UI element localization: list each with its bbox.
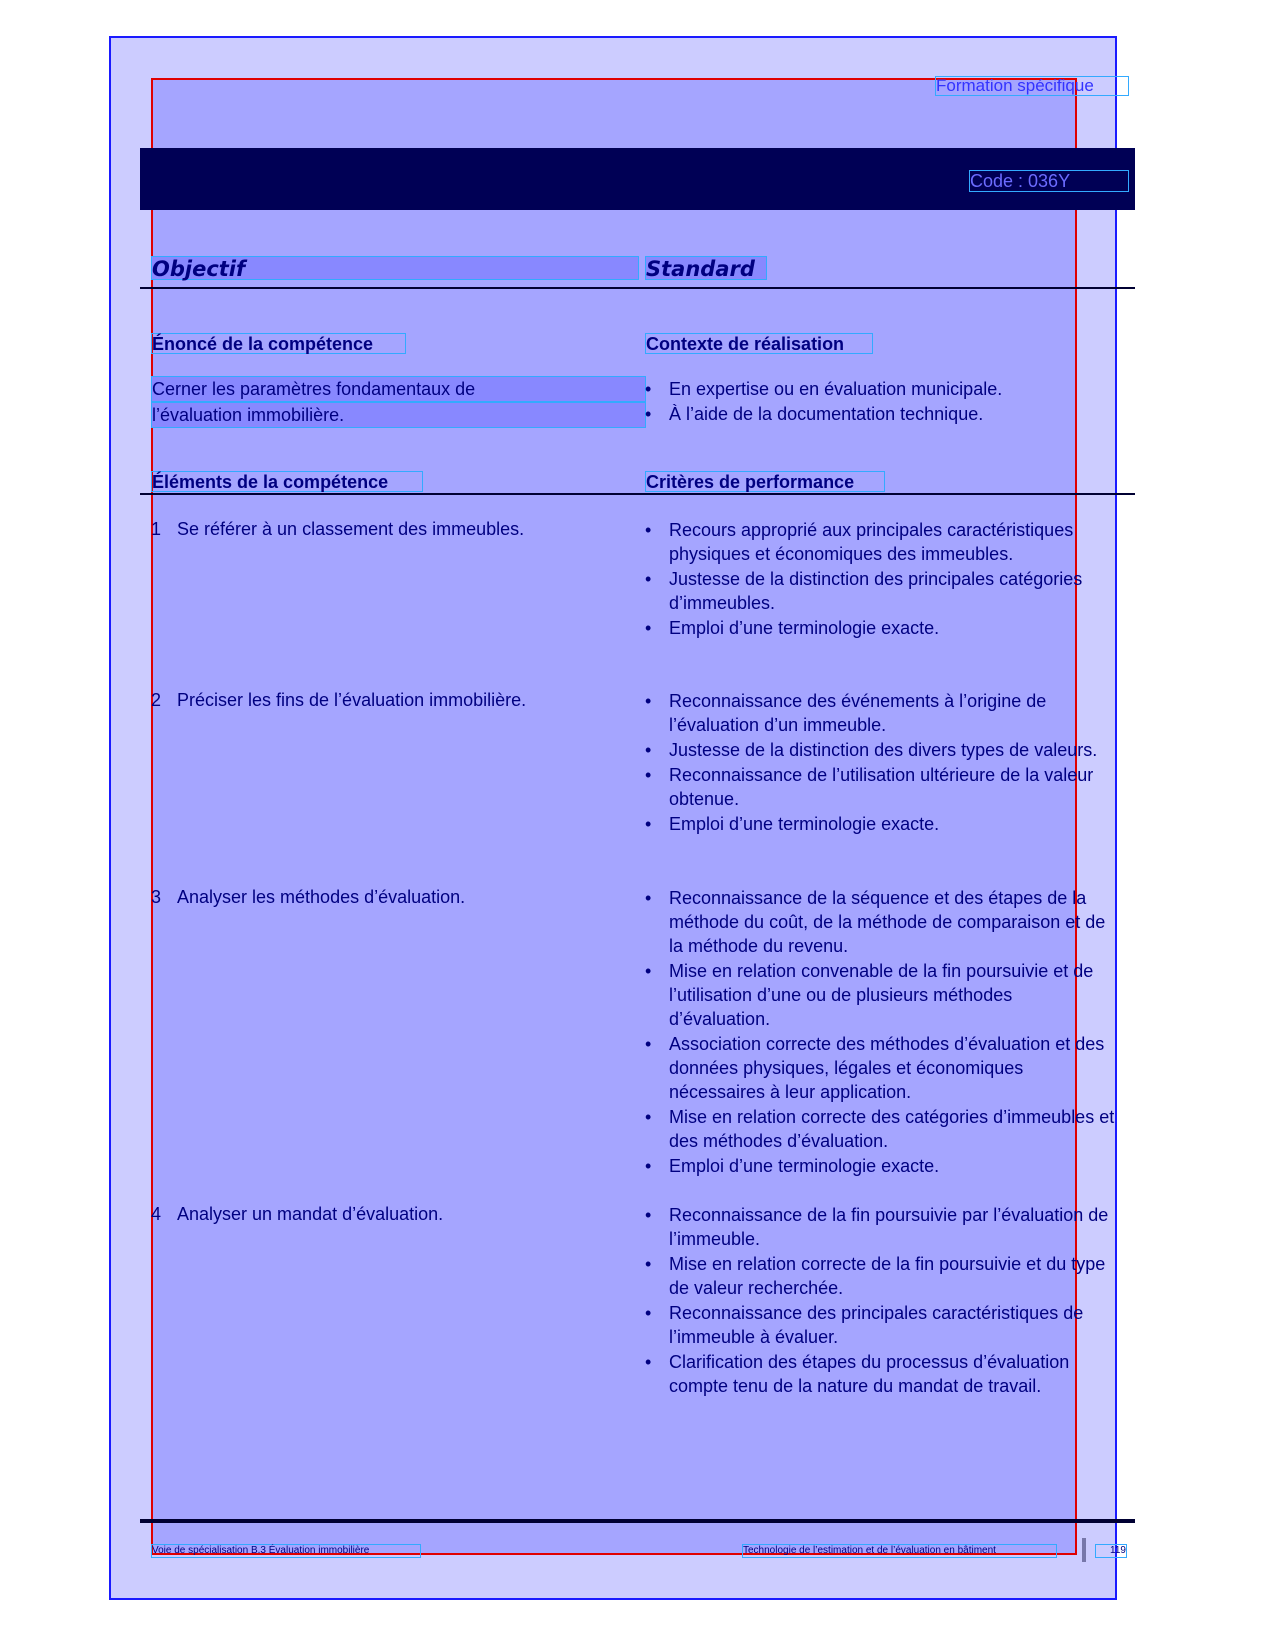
- element-number: 1: [151, 519, 162, 539]
- element-item: [151, 1203, 646, 1225]
- element-number: 3: [151, 887, 162, 907]
- list-item: • Emploi d’une terminologie exacte.: [645, 618, 940, 638]
- competence-statement: [151, 376, 646, 428]
- elements-heading: Éléments de la compétence: [151, 471, 423, 492]
- bullet: •: [645, 765, 652, 785]
- footer-divider: [140, 1519, 1135, 1523]
- element-text: Se référer à un classement des immeubles.: [177, 519, 525, 539]
- standard-column-title: Standard: [645, 256, 767, 280]
- footer-left: Voie de spécialisation B.3 Évaluation immobilière: [151, 1544, 421, 1558]
- element-text: Analyser les méthodes d’évaluation.: [177, 887, 466, 907]
- list-item: • Reconnaissance de la séquence et des étapes de la méthode du coût, de la méthode de comparaison et de la méthode du revenu.: [645, 888, 1106, 956]
- bullet: •: [645, 961, 652, 981]
- list-item: • Recours approprié aux principales caractéristiques physiques et économiques des immeubles.: [645, 520, 1074, 564]
- competence-line: Cerner les paramètres fondamentaux de: [151, 376, 646, 402]
- element-text: Analyser un mandat d’évaluation.: [177, 1204, 444, 1224]
- context-heading: Contexte de réalisation: [645, 333, 873, 354]
- list-item: • Emploi d’une terminologie exacte.: [645, 814, 940, 834]
- criteria-heading: Critères de performance: [645, 471, 885, 492]
- element-item: [151, 518, 646, 540]
- bullet: •: [645, 404, 652, 424]
- objective-column-title: Objectif: [151, 256, 639, 280]
- list-item: • Reconnaissance des principales caractéristiques de l’immeuble à évaluer.: [645, 1303, 1084, 1347]
- criteria-list: [645, 689, 1115, 837]
- bullet: •: [645, 1254, 652, 1274]
- bullet: •: [645, 814, 652, 834]
- bullet: •: [645, 1034, 652, 1054]
- bullet: •: [645, 691, 652, 711]
- criteria-list: [645, 1203, 1115, 1399]
- list-item: • Emploi d’une terminologie exacte.: [645, 1156, 940, 1176]
- list-item: • Clarification des étapes du processus d’évaluation compte tenu de la nature du mandat de travail.: [645, 1352, 1070, 1396]
- bullet: •: [645, 1205, 652, 1225]
- criteria-list: [645, 518, 1115, 641]
- competence-line: l’évaluation immobilière.: [151, 402, 646, 428]
- bullet: •: [645, 569, 652, 589]
- section-label: Formation spécifique: [935, 76, 1129, 96]
- column-title-divider: [140, 287, 1135, 289]
- bullet: •: [645, 1107, 652, 1127]
- bullet: •: [645, 379, 652, 399]
- list-item: • Association correcte des méthodes d’évaluation et des données physiques, légales et économiques nécessaires à leur application.: [645, 1034, 1105, 1102]
- bullet: •: [645, 888, 652, 908]
- list-item: • En expertise ou en évaluation municipale.: [645, 379, 1003, 399]
- footer-right: Technologie de l’estimation et de l’évaluation en bâtiment: [742, 1544, 1057, 1558]
- list-item: • Mise en relation correcte de la fin poursuivie et du type de valeur recherchée.: [645, 1254, 1106, 1298]
- element-item: [151, 886, 646, 908]
- element-number: 4: [151, 1204, 162, 1224]
- list-item: • Reconnaissance de la fin poursuivie par l’évaluation de l’immeuble.: [645, 1205, 1109, 1249]
- competence-statement-heading: Énoncé de la compétence: [151, 333, 406, 354]
- element-text: Préciser les fins de l’évaluation immobilière.: [177, 690, 527, 710]
- page-number: 119: [1095, 1544, 1127, 1558]
- list-item: • Mise en relation correcte des catégories d’immeubles et des méthodes d’évaluation.: [645, 1107, 1115, 1151]
- list-item: • Mise en relation convenable de la fin poursuivie et de l’utilisation d’une ou de plusieurs méthodes d’évaluation.: [645, 961, 1094, 1029]
- element-item: [151, 689, 646, 711]
- list-item: • Justesse de la distinction des divers types de valeurs.: [645, 740, 1098, 760]
- footer-separator: [1082, 1538, 1086, 1562]
- elements-divider: [140, 493, 1135, 495]
- element-number: 2: [151, 690, 162, 710]
- list-item: • Reconnaissance des événements à l’origine de l’évaluation d’un immeuble.: [645, 691, 1047, 735]
- criteria-list: [645, 886, 1115, 1179]
- bullet: •: [645, 1156, 652, 1176]
- context-list: [645, 377, 1115, 427]
- bullet: •: [645, 1352, 652, 1372]
- list-item: • Justesse de la distinction des principales catégories d’immeubles.: [645, 569, 1083, 613]
- bullet: •: [645, 520, 652, 540]
- bullet: •: [645, 618, 652, 638]
- list-item: • Reconnaissance de l’utilisation ultérieure de la valeur obtenue.: [645, 765, 1094, 809]
- bullet: •: [645, 1303, 652, 1323]
- bullet: •: [645, 740, 652, 760]
- list-item: • À l’aide de la documentation technique.: [645, 404, 984, 424]
- program-code: Code : 036Y: [969, 170, 1129, 192]
